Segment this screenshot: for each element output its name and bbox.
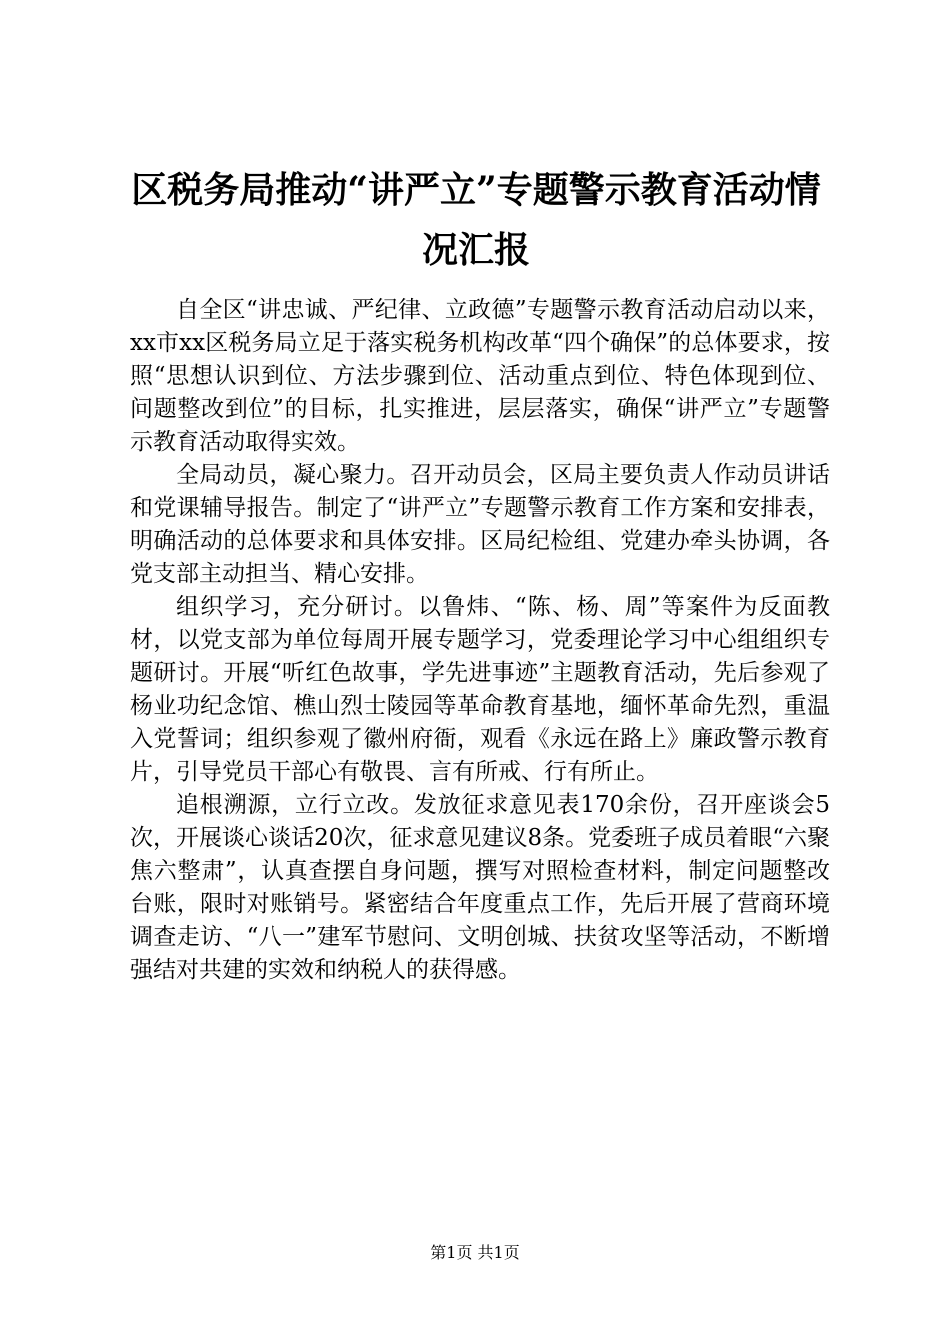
paragraph-rectification: 追根溯源，立行立改。发放征求意见表170余份，召开座谈会5次，开展谈心谈话20次，征求意见建议8条。党委班子成员着眼“六聚焦六整肃”，认真查摆自身问题，撰写对照检查材料，制定问题整改台账，限时对账销号。紧密结合年度重点工作，先后开展了营商环境调查走访、“八一”建军节慰问、文明创城、扶贫攻坚等活动，不断增强结对共建的实效和纳税人的获得感。 xyxy=(130,792,830,983)
document-title: 区税务局推动“讲严立”专题警示教育活动情况汇报 xyxy=(131,169,821,271)
paragraph-mobilization: 全局动员，凝心聚力。召开动员会，区局主要负责人作动员讲话和党课辅导报告。制定了“讲严立”专题警示教育工作方案和安排表，明确活动的总体要求和具体安排。区局纪检组、党建办牵头协调，各党支部主动担当、精心安排。 xyxy=(130,462,830,587)
page-number-footer: 第1页 共1页 xyxy=(430,1243,520,1262)
document-body xyxy=(130,294,830,987)
paragraph-intro: 自全区“讲忠诚、严纪律、立政德”专题警示教育活动启动以来，xx市xx区税务局立足于落实税务机构改革“四个确保”的总体要求，按照“思想认识到位、方法步骤到位、活动重点到位、特色体现到位、问题整改到位”的目标，扎实推进，层层落实，确保“讲严立”专题警示教育活动取得实效。 xyxy=(130,297,830,455)
paragraph-study: 组织学习，充分研讨。以鲁炜、“陈、杨、周”等案件为反面教材，以党支部为单位每周开展专题学习，党委理论学习中心组组织专题研讨。开展“听红色故事，学先进事迹”主题教育活动，先后参观了杨业功纪念馆、樵山烈士陵园等革命教育基地，缅怀革命先烈，重温入党誓词；组织参观了徽州府衙，观看《永远在路上》廉政警示教育片，引导党员干部心有敬畏、言有所戒、行有所止。 xyxy=(130,594,830,785)
